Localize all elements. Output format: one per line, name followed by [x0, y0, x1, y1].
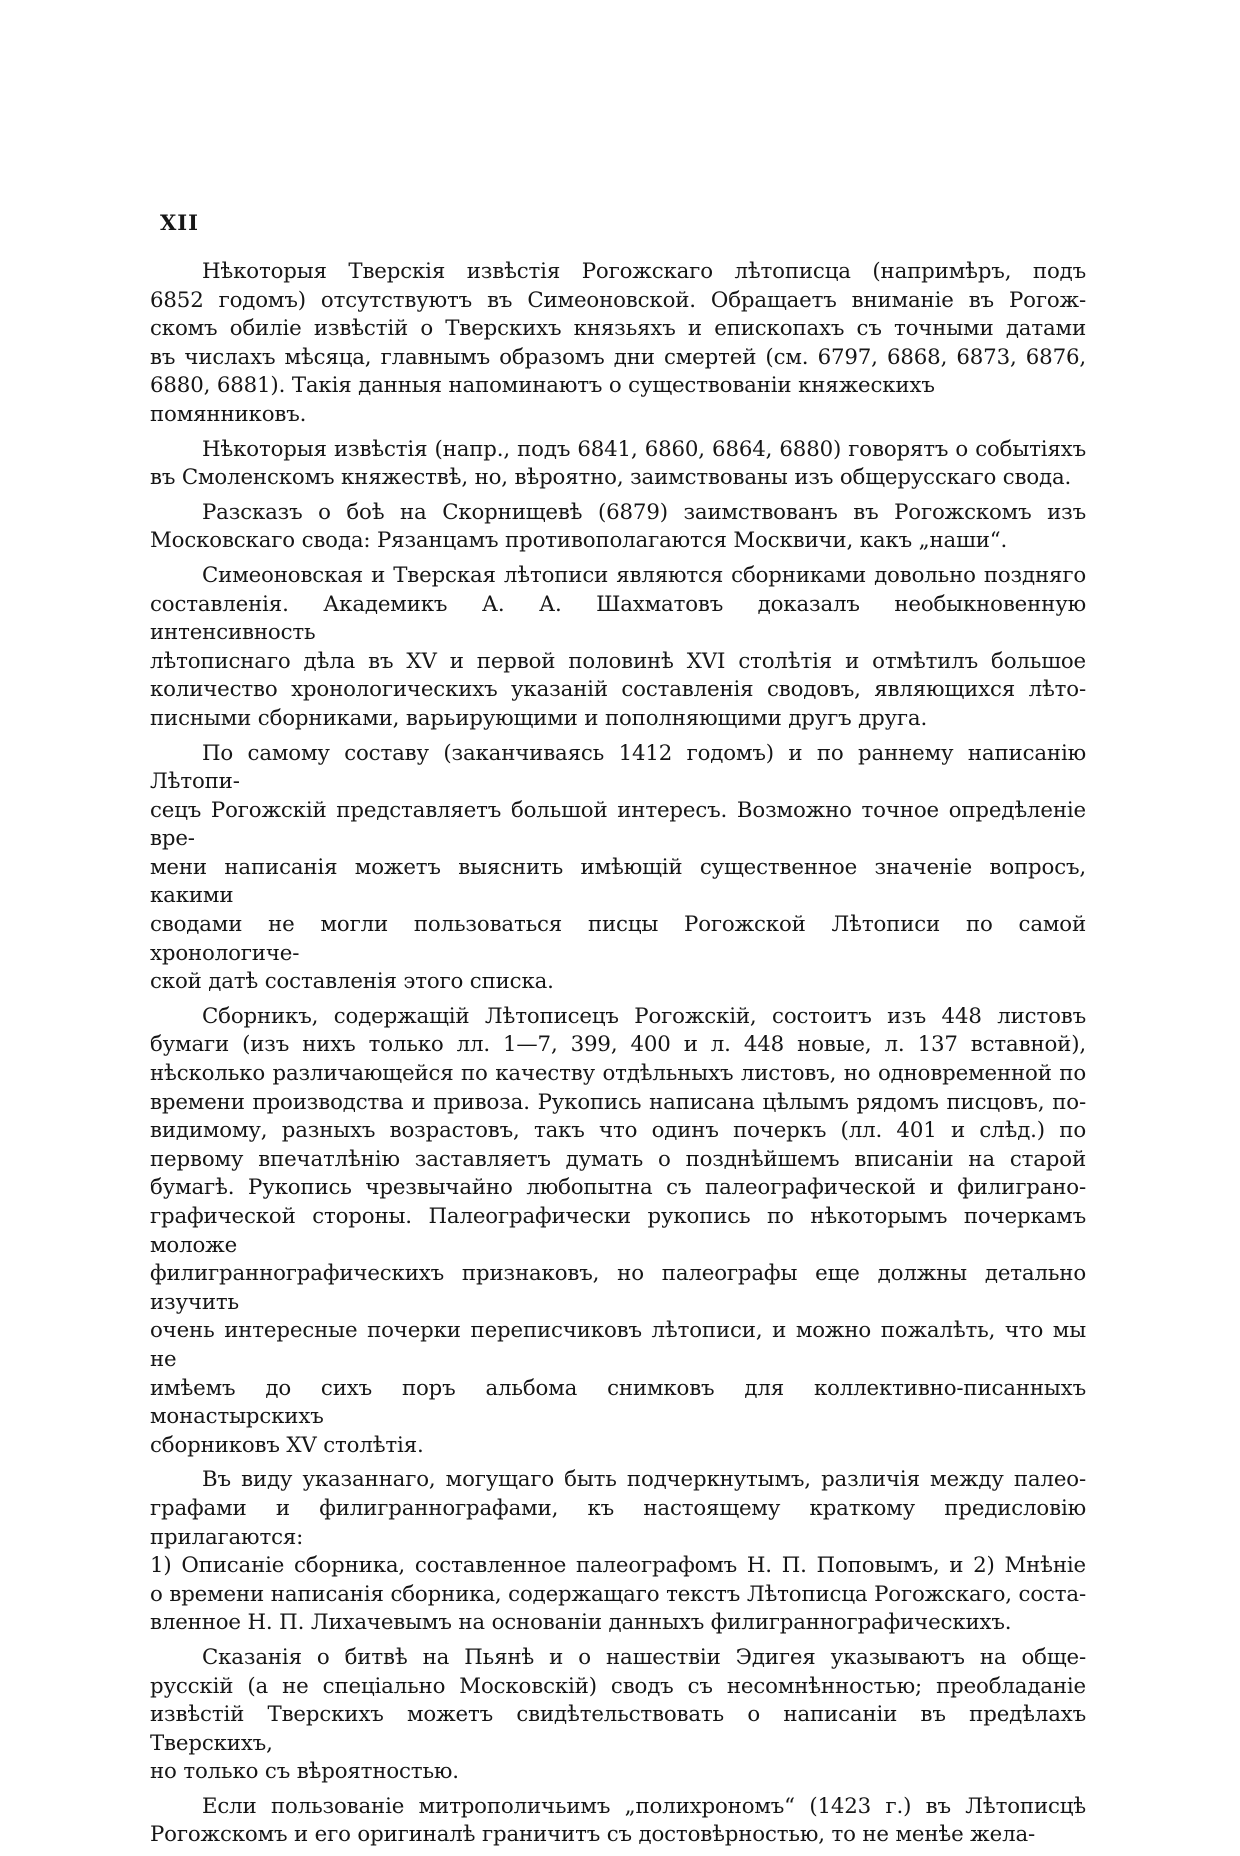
text-line: 6852 годомъ) отсутствуютъ въ Симеоновской. Обращаетъ вниманіе въ Рогож-: [150, 287, 1086, 313]
paragraph: [150, 740, 1086, 997]
text-line: о времени написанія сборника, содержащаго текстъ Лѣтописца Рогожскаго, соста-: [150, 1581, 1086, 1607]
text-line: Симеоновская и Тверская лѣтописи являются сборниками довольно поздняго: [202, 562, 1086, 588]
text-line: составленія. Академикъ А. А. Шахматовъ доказалъ необыкновенную интенсивность: [150, 591, 1086, 646]
paragraph: [150, 1644, 1086, 1787]
paragraph: [150, 1793, 1086, 1850]
text-line: сецъ Рогожскій представляетъ большой интересъ. Возможно точное опредѣленіе вре-: [150, 797, 1086, 852]
text-line: писными сборниками, варьирующими и пополняющими другъ друга.: [150, 705, 928, 731]
text-line: Сказанія о битвѣ на Пьянѣ и о нашествіи Эдигея указываютъ на обще-: [202, 1644, 1086, 1670]
text-line: имѣемъ до сихъ поръ альбома снимковъ для коллективно-писанныхъ монастырскихъ: [150, 1375, 1086, 1430]
text-line: видимому, разныхъ возрастовъ, такъ что одинъ почеркъ (лл. 401 и слѣд.) по: [150, 1118, 1086, 1144]
text-line: очень интересные почерки переписчиковъ лѣтописи, и можно пожалѣть, что мы не: [150, 1318, 1086, 1372]
text-line: бумаги (изъ нихъ только лл. 1—7, 399, 400 и л. 448 новые, л. 137 вставной),: [150, 1032, 1086, 1058]
text-line: извѣстій Тверскихъ можетъ свидѣтельствовать о написаніи въ предѣлахъ Тверскихъ,: [150, 1702, 1086, 1756]
text-line: въ числахъ мѣсяца, главнымъ образомъ дни смертей (см. 6797, 6868, 6873, 6876,: [150, 344, 1086, 370]
text-line: 6880, 6881). Такія данныя напоминаютъ о существованіи княжескихъ помянниковъ.: [150, 373, 935, 427]
body-text: [150, 258, 1086, 1856]
text-line: Нѣкоторыя извѣстія (напр., подъ 6841, 6860, 6864, 6880) говорятъ о событіяхъ: [202, 436, 1086, 462]
text-line: нѣсколько различающейся по качеству отдѣльныхъ листовъ, но одновременной по: [150, 1061, 1086, 1087]
text-line: сводами не могли пользоваться писцы Рогожской Лѣтописи по самой хронологиче-: [150, 912, 1086, 966]
paragraph: [150, 1003, 1086, 1461]
text-line: времени производства и привоза. Рукопись написана цѣлымъ рядомъ писцовъ, по-: [150, 1089, 1086, 1115]
paragraph: [150, 499, 1086, 556]
text-line: бумагѣ. Рукопись чрезвычайно любопытна съ палеографической и филиграно-: [150, 1175, 1086, 1201]
text-line: количество хронологическихъ указаній составленія сводовъ, являющихся лѣто-: [150, 677, 1086, 703]
text-line: мени написанія можетъ выяснить имѣющій существенное значеніе вопросъ, какими: [150, 854, 1086, 909]
text-line: ской датѣ составленія этого списка.: [150, 969, 554, 995]
text-line: Рогожскомъ и его оригиналѣ граничитъ съ достовѣрностью, то не менѣе жела-: [150, 1822, 1036, 1848]
text-line: вленное Н. П. Лихачевымъ на основаніи данныхъ филиграннографическихъ.: [150, 1610, 1012, 1636]
paragraph: [150, 562, 1086, 734]
text-line: скомъ обиліе извѣстій о Тверскихъ князьяхъ и епископахъ съ точными датами: [150, 316, 1086, 342]
text-line: По самому составу (заканчиваясь 1412 годомъ) и по раннему написанію Лѣтопи-: [150, 740, 1086, 795]
text-line: Нѣкоторыя Тверскія извѣстія Рогожскаго лѣтописца (напримѣръ, подъ: [202, 259, 1086, 284]
text-line: лѣтописнаго дѣла въ XV и первой половинѣ XVI столѣтія и отмѣтилъ большое: [150, 648, 1086, 674]
paragraph: [150, 436, 1086, 493]
text-line: въ Смоленскомъ княжествѣ, но, вѣроятно, заимствованы изъ общерусскаго свода.: [150, 465, 1072, 491]
paragraph: [150, 1466, 1086, 1638]
text-line: Московскаго свода: Рязанцамъ противополагаются Москвичи, какъ „наши“.: [150, 528, 1008, 554]
page-number: XII: [160, 210, 199, 235]
text-line: Въ виду указаннаго, могущаго быть подчеркнутымъ, различія между палео-: [202, 1467, 1086, 1493]
text-line: графами и филиграннографами, къ настоящему краткому предисловію прилагаются:: [150, 1495, 1086, 1550]
text-line: филиграннографическихъ признаковъ, но палеографы еще должны детально изучить: [150, 1261, 1086, 1315]
paragraph: [150, 258, 1086, 430]
text-line: первому впечатлѣнію заставляетъ думать о позднѣйшемъ вписаніи на старой: [150, 1146, 1086, 1172]
text-line: Если пользованіе митрополичьимъ „полихрономъ“ (1423 г.) въ Лѣтописцѣ: [202, 1793, 1086, 1819]
text-line: но только съ вѣроятностью.: [150, 1759, 459, 1785]
text-line: 1) Описаніе сборника, составленное палеографомъ Н. П. Поповымъ, и 2) Мнѣніе: [150, 1553, 1086, 1579]
text-line: графической стороны. Палеографически рукопись по нѣкоторымъ почеркамъ моложе: [150, 1204, 1086, 1258]
text-line: сборниковъ XV столѣтія.: [150, 1432, 424, 1458]
text-line: Сборникъ, содержащій Лѣтописецъ Рогожскій, состоитъ изъ 448 листовъ: [202, 1003, 1086, 1029]
text-line: русскій (а не спеціально Московскій) сводъ съ несомнѣнностью; преобладаніе: [150, 1673, 1086, 1699]
text-line: Разсказъ о боѣ на Скорнищевѣ (6879) заимствованъ въ Рогожскомъ изъ: [202, 499, 1086, 525]
